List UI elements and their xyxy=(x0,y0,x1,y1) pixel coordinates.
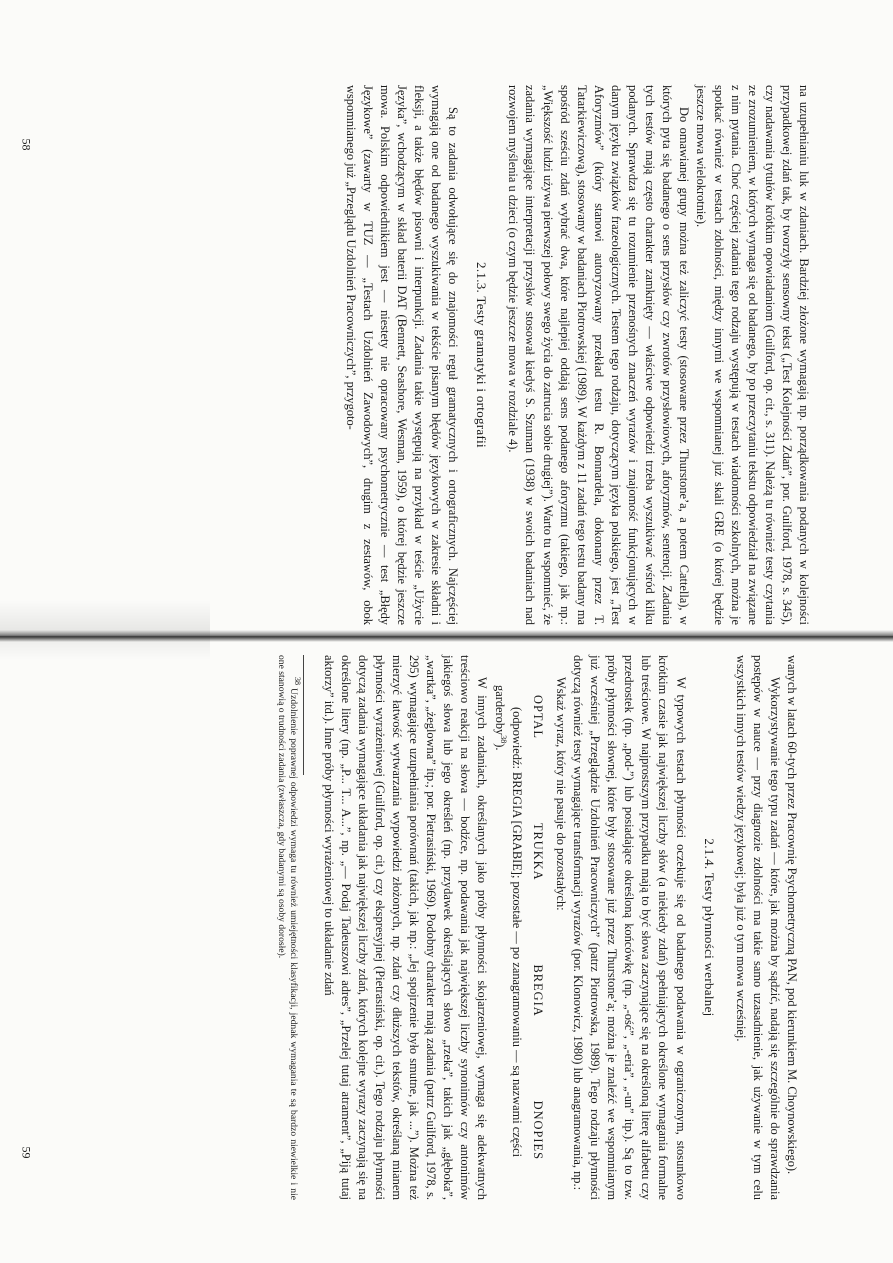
anagram-word: DNOPIES xyxy=(530,1100,545,1160)
footnote-text: Uzdolnienie poprawnej odpowiedzi wymaga tu również umiejętności klasyfikacji, jednak wymagania te są bardzo niewielkie i nie one stanowią o trudności zadania (zwłaszcza, gdy badanymi są osoby dorosłe). xyxy=(275,655,299,1200)
anagram-word: TRUKKA xyxy=(530,822,545,881)
answer-tail: ). xyxy=(492,743,507,751)
section-heading: 2.1.4. Testy płynności werbalnej xyxy=(701,838,717,1017)
anagram-word-row xyxy=(529,655,546,1200)
section-heading: 2.1.3. Testy gramatyki i ortografii xyxy=(474,262,490,448)
page-number-58: 58 xyxy=(19,138,34,151)
anagram-word: BREGIA xyxy=(530,964,545,1017)
paragraph: W typowych testach płynności oczekuje się od badanego podawania w ograniczonym, stosunkowo krótkim czasie jak największej liczby słów (a niekiedy zdań) spełniających określone wymagania formalne lub treściowe. W najprostszym przypadku mają to być słowa zaczynające się na określoną literę alfabetu czy przedrostek (np. „pod-”) lub posiadające określoną końcówkę (np. „-ość”, „-eria”, „-un” itp.). Są to tzw. próby płynności słownej, które były stosowane już przez Thurstone’a; można je znaleźć we wspomnianym już wcześniej „Przeglądzie Uzdolnień Pracowniczych” (patrz Piotrowska, 1989). Tego rodzaju płynności dotyczą również testy wymagające transformacji wyrazów (por. Klonowicz, 1980) lub anagramowania, np.: xyxy=(570,655,688,1200)
anagram-word: OPTAL xyxy=(530,695,545,739)
paragraph: na uzupełnianiu luk w zdaniach. Bardziej złożone wymagają np. porządkowania podanych w kolejności przypadkowej zdań tak, by tworzyły sensowny tekst („Test Kolejności Zdań”, por. Guilford, 1978, s. 345), czy nadawania tytułów krótkim opowiadaniom (Guilford, op. cit., s. 311). Należą tu również testy czytania ze zrozumieniem, w których wymaga się od badanego, by po przeczytaniu tekstu odpowiedział na związane z nim pytania. Choć częściej zadania tego rodzaju występują w testach wiadomości szkolnych, można je spotkać również w testach zdolności, między innymi we wspomnianej już skali GRE (o której będzie jeszcze mowa wielokrotnie). xyxy=(694,85,811,625)
footnote-number: 38 xyxy=(292,677,302,685)
page-59 xyxy=(95,655,800,1200)
page-number-59: 59 xyxy=(19,1146,34,1159)
paragraph: Wykorzystywanie tego typu zadań — które, jak można by sądzić, nadają się szczególnie do sprawdzania postępów w nauce — przy diagnozie zdolności ma takie samo uzasadnienie, jak używanie w tym celu wszystkich innych testów wiedzy językowej; była już o tym mowa wcześniej. xyxy=(733,655,782,1200)
footnote-ref: 38 xyxy=(498,735,508,744)
answer-line xyxy=(491,655,525,1200)
paragraph: Do omawianej grupy można też zaliczyć testy (stosowane przez Thurstone’a, a potem Cattella), w których pyta się badanego o sens przysłów czy zwrotów przysłowiowych, aforyzmów, sentencji. Zadania tych testów mają często charakter zamknięty — właściwe odpowiedzi trzeba wyszukiwać wśród kilku podanych. Sprawdza się tu rozumienie przenośnych znaczeń wyrazów i znajomość funkcjonujących w danym języku związków frazeologicznych. Testem tego rodzaju, dotyczącym języka polskiego, jest „Test Aforyzmów” (który stanowi autoryzowany przekład testu R. Bonnardela, dokonany przez T. Tatarkiewiczową), stosowany w badaniach Piotrowskiej (1989). W każdym z 11 zadań tego testu badany ma spośród sześciu zdań wybrać dwa, które najlepiej oddają sens podanego aforyzmu (takiego, jak np.: „Większość ludzi używa pierwszej połowy swego życia do zatrucia sobie drugiej”). Warto tu wspomnieć, że zadania wymagające interpretacji przysłów stosował kiedyś S. Szuman (1938) w swoich badaniach nad rozwojem myślenia u dzieci (o czym będzie jeszcze mowa w rozdziale 4). xyxy=(506,85,692,625)
book-fold xyxy=(0,630,893,642)
footnote-divider xyxy=(303,655,304,775)
answer-text: (odpowiedź: BREGIA [GRABIE]; pozostałe — po zanagramowaniu — są nazwami części garderoby xyxy=(492,685,524,1158)
paragraph: Wskaż wyraz, który nie pasuje do pozostałych: xyxy=(553,677,568,911)
paragraph: Są to zadania odwołujące się do znajomości reguł gramatycznych i ortograficznych. Najczęściej wymagają one od badanego wyszukiwania w tekście pisanym błędów językowych w zakresie składni i fleksji, a także błędów pisowni i interpunkcji. Zadania takie występują na przykład w teście „Użycie Języka”, wchodzącym w skład baterii DAT (Bennett, Seashore, Wesman, 1959), o której będzie jeszcze mowa. Polskim odpowiednikiem jest — niestety nie opracowany psychometrycznie — test „Błędy Językowe” (zawarty w TUZ — „Testach Uzdolnień Zawodowych”, drugim z zestawów, obok wspomnianego już „Przeglądu Uzdolnień Pracowniczych”, przygoto- xyxy=(343,85,461,625)
footnote xyxy=(275,655,302,1200)
page-58 xyxy=(112,85,812,625)
paragraph: wanych w latach 60-tych przez Pracownię Psychometryczną PAN, pod kierunkiem M. Choynowskiego). xyxy=(785,655,799,1175)
paragraph: W innych zadaniach, określanych jako próby płynności skojarzeniowej, wymaga się adekwatnych treściowo reakcji na słowa — bodźce, np. podawania jak największej liczby synonimów czy antonimów jakiegoś słowa lub jego określeń (np. przydawek określających słowo „rzeka”, takich jak „głęboka”, „wartka”, „żeglowna” itp.; por. Pietrasiński, 1969). Podobny charakter mają zadania (patrz Guilford, 1978, s. 295) wymagające uzupełniania porównań (takich, jak np.: „Jej spojrzenie było smutne, jak ...”). Można też mierzyć łatwość wytwarzania wypowiedzi złożonych, np. zdań czy dłuższych tekstów, określaną mianem płynności wyrażeniowej (Guilford, op. cit.) czy ekspresyjnej (Pietrasiński, op. cit.). Tego rodzaju płynności dotyczą zadania wymagające układania jak największej liczby zdań, których kolejne wyrazy zaczynają się na określone litery (np. „P... T... A...”, np. „— Podaj Tadeuszowi adres”, „Przelej tutaj atrament”, „Piją tutaj aktorzy” itd.). Inne próby płynności wyrażeniowej to układanie zdań xyxy=(321,655,490,1200)
